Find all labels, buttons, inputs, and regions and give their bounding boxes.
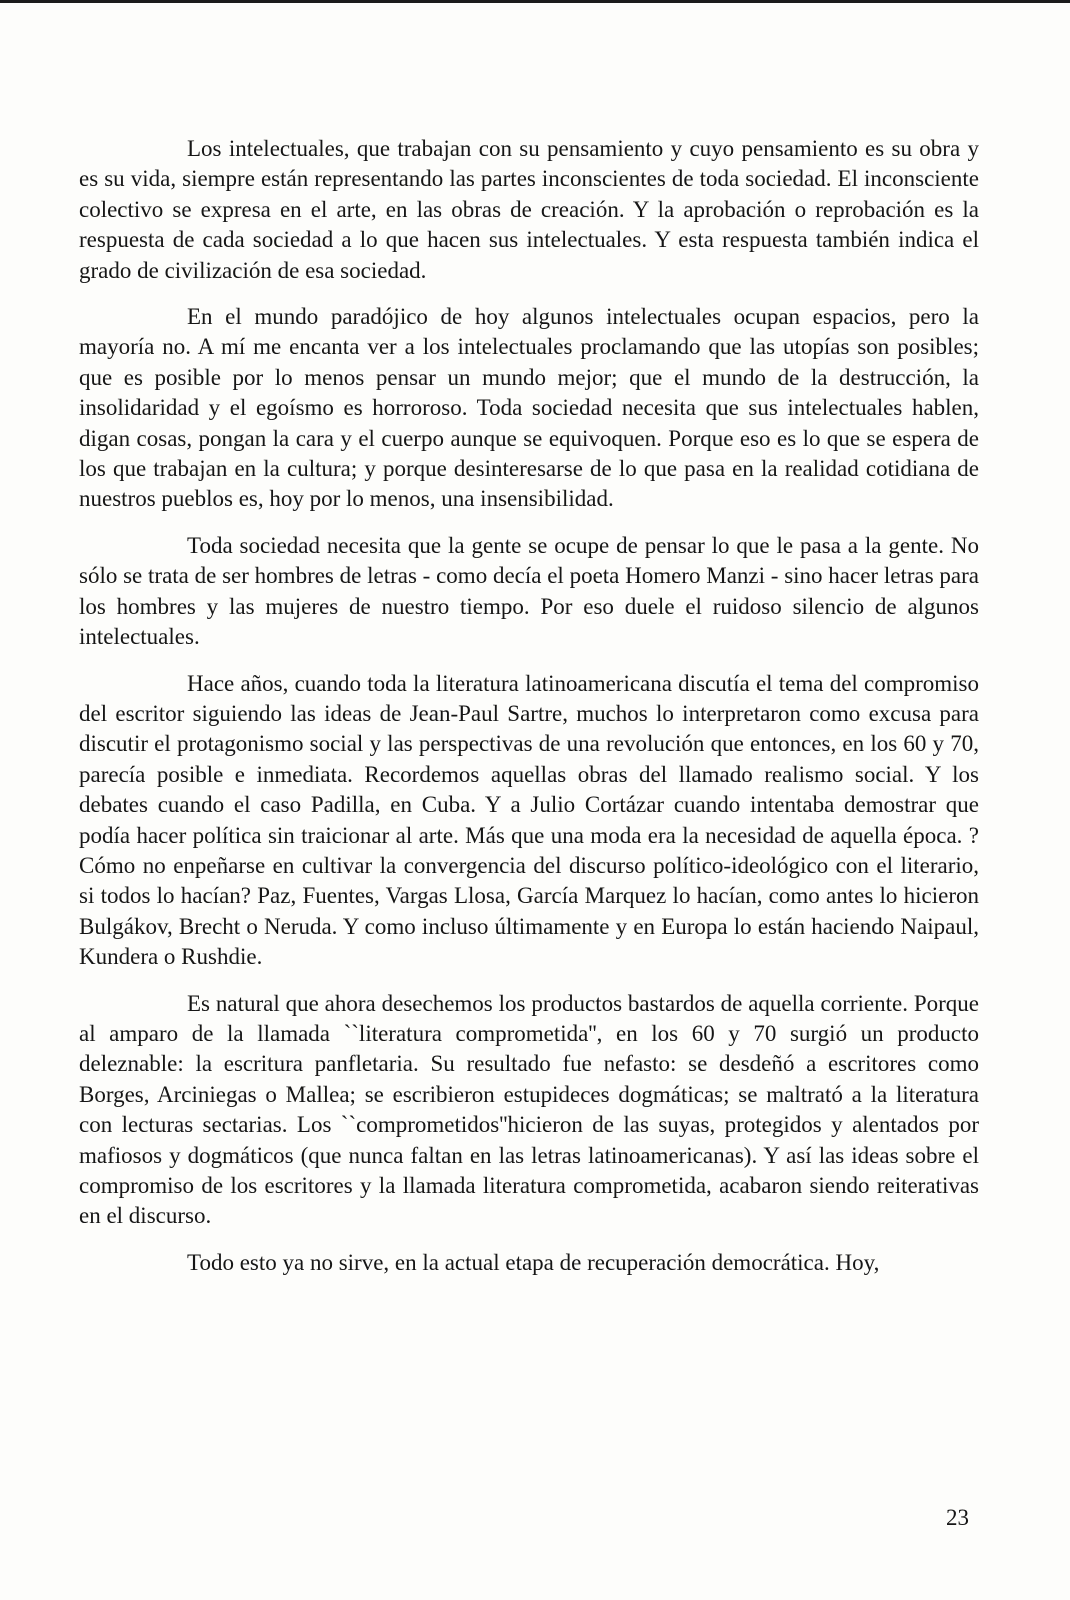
paragraph-3: Toda sociedad necesita que la gente se ocupe de pensar lo que le pasa a la gente. No sólo se trata de ser hombres de letras - como decía el poeta Homero Manzi - sino hacer letras para los hombres y las mujeres de nuestro tiempo. Por eso duele el ruidoso silencio de algunos intelectuales. xyxy=(79,532,979,650)
paragraph-5: Es natural que ahora desechemos los productos bastardos de aquella corriente. Porque al amparo de la llamada ``literatura comprometida'', en los 60 y 70 surgió un producto deleznable: la escritura panfletaria. Su resultado fue nefasto: se desdeñó a escritores como Borges, Arciniegas o Mallea; se escribieron estupideces dogmáticas; se maltrató a la literatura con lecturas sectarias. Los ``comprometidos''hicieron de las suyas, protegidos y alentados por mafiosos y dogmáticos (que nunca faltan en las letras latinoamericanas). Y así las ideas sobre el compromiso de los escritores y la llamada literatura comprometida, acabaron siendo reiterativas en el discurso. xyxy=(79,990,979,1229)
page-top-edge xyxy=(0,0,1070,3)
body-text xyxy=(79,134,979,1278)
paragraph-1: Los intelectuales, que trabajan con su pensamiento y cuyo pensamiento es su obra y es su vida, siempre están representando las partes inconscientes de toda sociedad. El inconsciente colectivo se expresa en el arte, en las obras de creación. Y la aprobación o reprobación es la respuesta de cada sociedad a lo que hacen sus intelectuales. Y esta respuesta también indica el grado de civilización de esa sociedad. xyxy=(79,136,979,283)
paragraph-6: Todo esto ya no sirve, en la actual etapa de recuperación democrática. Hoy, xyxy=(187,1249,880,1275)
page-number: 23 xyxy=(946,1505,969,1530)
paragraph-2: En el mundo paradójico de hoy algunos intelectuales ocupan espacios, pero la mayoría no. A mí me encanta ver a los intelectuales proclamando que las utopías son posibles; que es posible por lo menos pensar un mundo mejor; que el mundo de la destrucción, la insolidaridad y el egoísmo es horroroso. Toda sociedad necesita que sus intelectuales hablen, digan cosas, pongan la cara y el cuerpo aunque se equivoquen. Porque eso es lo que se espera de los que trabajan en la cultura; y porque desinteresarse de lo que pasa en la realidad cotidiana de nuestros pueblos es, hoy por lo menos, una insensibilidad. xyxy=(79,304,979,512)
paragraph-4: Hace años, cuando toda la literatura latinoamericana discutía el tema del compromiso del escritor siguiendo las ideas de Jean-Paul Sartre, muchos lo interpretaron como excusa para discutir el protagonismo social y las perspectivas de una revolución que entonces, en los 60 y 70, parecía posible e inmediata. Recordemos aquellas obras del llamado realismo social. Y los debates cuando el caso Padilla, en Cuba. Y a Julio Cortázar cuando intentaba demostrar que podía hacer política sin traicionar al arte. Más que una moda era la necesidad de aquella época. ?Cómo no enpeñarse en cultivar la convergencia del discurso político-ideológico con el literario, si todos lo hacían? Paz, Fuentes, Vargas Llosa, García Marquez lo hacían, como antes lo hicieron Bulgákov, Brecht o Neruda. Y como incluso últimamente y en Europa lo están haciendo Naipaul, Kundera o Rushdie. xyxy=(79,670,979,970)
